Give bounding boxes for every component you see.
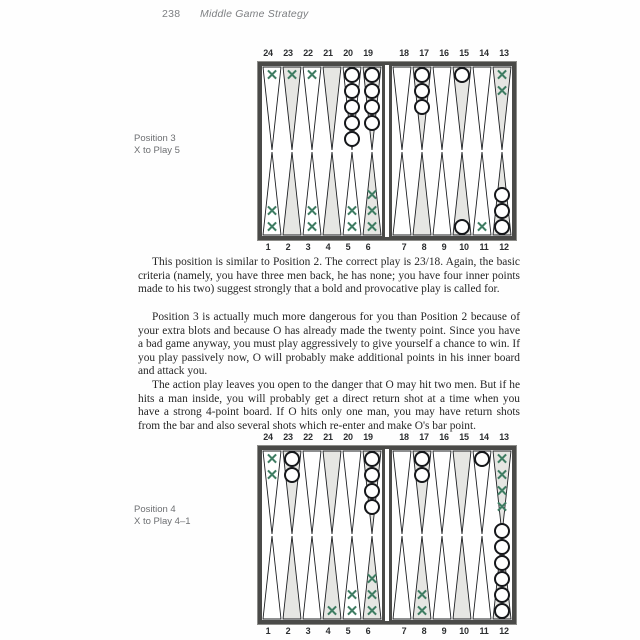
checker-stack	[492, 451, 512, 515]
quadrant-top-right	[392, 66, 512, 151]
point-18[interactable]	[392, 66, 412, 151]
point-1[interactable]	[262, 151, 282, 236]
x-checker: ✕	[345, 218, 359, 236]
point-number-10: 10	[459, 626, 469, 636]
quadrant-top-left	[262, 450, 382, 535]
point-8[interactable]	[412, 535, 432, 620]
caption-line-1: Position 4	[134, 504, 176, 515]
point-number-8: 8	[421, 242, 427, 252]
x-checker: ✕	[495, 498, 509, 516]
o-checker	[494, 555, 510, 571]
point-number-15: 15	[459, 432, 469, 442]
x-checker: ✕	[265, 450, 279, 468]
checker-stack	[472, 451, 492, 467]
o-checker	[414, 83, 430, 99]
point-10[interactable]	[452, 535, 472, 620]
point-18[interactable]	[392, 450, 412, 535]
x-checker: ✕	[285, 66, 299, 84]
point-number-22: 22	[303, 432, 313, 442]
point-5[interactable]	[342, 151, 362, 236]
point-20[interactable]	[342, 66, 362, 151]
quadrant-top-left	[262, 66, 382, 151]
point-number-5: 5	[345, 242, 351, 252]
point-2[interactable]	[282, 535, 302, 620]
o-checker	[454, 219, 470, 235]
point-number-14: 14	[479, 48, 489, 58]
checker-stack	[362, 187, 382, 235]
checker-stack	[302, 67, 322, 83]
point-16[interactable]	[432, 66, 452, 151]
point-number-18: 18	[399, 432, 409, 442]
o-checker	[494, 539, 510, 555]
x-checker: ✕	[345, 586, 359, 604]
point-number-7: 7	[401, 626, 407, 636]
o-checker	[454, 67, 470, 83]
o-checker	[494, 587, 510, 603]
checker-stack	[262, 451, 282, 483]
x-checker: ✕	[265, 202, 279, 220]
point-number-3: 3	[305, 242, 311, 252]
point-number-21: 21	[323, 432, 333, 442]
top-point-numbers	[258, 432, 516, 446]
point-number-7: 7	[401, 242, 407, 252]
point-6[interactable]	[362, 535, 382, 620]
o-checker	[364, 451, 380, 467]
point-7[interactable]	[392, 151, 412, 236]
checker-stack	[452, 219, 472, 235]
top-point-numbers	[258, 48, 516, 62]
checker-stack	[342, 67, 362, 147]
body-paragraph-1	[138, 256, 520, 297]
figure-caption-position-4	[134, 504, 254, 528]
point-14[interactable]	[472, 66, 492, 151]
x-checker: ✕	[325, 602, 339, 620]
point-14[interactable]	[472, 450, 492, 535]
point-5[interactable]	[342, 535, 362, 620]
quadrant-bottom-right	[392, 151, 512, 236]
checker-stack	[262, 67, 282, 83]
point-number-15: 15	[459, 48, 469, 58]
checker-stack	[282, 67, 302, 83]
point-number-13: 13	[499, 432, 509, 442]
o-checker	[284, 451, 300, 467]
x-checker: ✕	[345, 602, 359, 620]
x-checker: ✕	[495, 450, 509, 468]
x-checker: ✕	[365, 602, 379, 620]
point-17[interactable]	[412, 450, 432, 535]
point-number-9: 9	[441, 242, 447, 252]
o-checker	[344, 83, 360, 99]
point-number-23: 23	[283, 432, 293, 442]
point-9[interactable]	[432, 535, 452, 620]
point-number-5: 5	[345, 626, 351, 636]
x-checker: ✕	[305, 202, 319, 220]
point-number-8: 8	[421, 626, 427, 636]
point-number-2: 2	[285, 626, 291, 636]
o-checker	[474, 451, 490, 467]
o-checker	[344, 115, 360, 131]
o-checker	[414, 451, 430, 467]
checker-stack	[412, 587, 432, 619]
point-number-21: 21	[323, 48, 333, 58]
point-number-24: 24	[263, 48, 273, 58]
point-4[interactable]	[322, 535, 342, 620]
x-checker: ✕	[495, 82, 509, 100]
point-number-12: 12	[499, 242, 509, 252]
o-checker	[414, 467, 430, 483]
point-10[interactable]	[452, 151, 472, 236]
point-3[interactable]	[302, 151, 322, 236]
figure-caption-position-3	[134, 133, 254, 157]
checker-stack	[362, 67, 382, 131]
point-7[interactable]	[392, 535, 412, 620]
point-22[interactable]	[302, 450, 322, 535]
o-checker	[364, 467, 380, 483]
point-number-10: 10	[459, 242, 469, 252]
o-checker	[494, 219, 510, 235]
x-checker: ✕	[415, 586, 429, 604]
o-checker	[494, 603, 510, 619]
point-22[interactable]	[302, 66, 322, 151]
point-19[interactable]	[362, 66, 382, 151]
o-checker	[414, 67, 430, 83]
o-checker	[364, 499, 380, 515]
point-12[interactable]	[492, 151, 512, 236]
o-checker	[344, 99, 360, 115]
point-12[interactable]	[492, 535, 512, 620]
running-head	[0, 8, 640, 24]
x-checker: ✕	[265, 218, 279, 236]
point-number-24: 24	[263, 432, 273, 442]
x-checker: ✕	[305, 218, 319, 236]
o-checker	[494, 187, 510, 203]
board-frame	[258, 62, 516, 240]
point-17[interactable]	[412, 66, 432, 151]
point-21[interactable]	[322, 66, 342, 151]
x-checker: ✕	[475, 218, 489, 236]
point-number-1: 1	[265, 242, 271, 252]
point-2[interactable]	[282, 151, 302, 236]
o-checker	[414, 99, 430, 115]
bottom-point-numbers	[258, 626, 516, 640]
point-number-11: 11	[479, 626, 489, 636]
checker-stack	[282, 451, 302, 483]
paragraph-text: This position is similar to Position 2. The correct play is 23/18. Again, the basic criteria (namely, you have three men back, he has none; you have four inner points made to his two) suggest strongly that a bold and provocative play is called for.	[138, 256, 520, 296]
point-23[interactable]	[282, 450, 302, 535]
point-number-11: 11	[479, 242, 489, 252]
checker-stack	[472, 219, 492, 235]
o-checker	[494, 571, 510, 587]
x-checker: ✕	[415, 602, 429, 620]
checker-stack	[342, 587, 362, 619]
point-number-18: 18	[399, 48, 409, 58]
caption-line-1: Position 3	[134, 133, 176, 144]
point-6[interactable]	[362, 151, 382, 236]
body-paragraph-2	[138, 311, 520, 379]
point-21[interactable]	[322, 450, 342, 535]
x-checker: ✕	[495, 466, 509, 484]
point-number-1: 1	[265, 626, 271, 636]
point-number-4: 4	[325, 626, 331, 636]
x-checker: ✕	[365, 586, 379, 604]
o-checker	[494, 523, 510, 539]
backgammon-board-position-4	[258, 432, 516, 640]
point-4[interactable]	[322, 151, 342, 236]
point-3[interactable]	[302, 535, 322, 620]
board-frame	[258, 446, 516, 624]
x-checker: ✕	[495, 66, 509, 84]
checker-stack	[492, 523, 512, 619]
point-number-6: 6	[365, 242, 371, 252]
x-checker: ✕	[265, 66, 279, 84]
checker-stack	[342, 203, 362, 235]
x-checker: ✕	[365, 202, 379, 220]
point-23[interactable]	[282, 66, 302, 151]
x-checker: ✕	[345, 202, 359, 220]
point-19[interactable]	[362, 450, 382, 535]
point-11[interactable]	[472, 535, 492, 620]
x-checker: ✕	[365, 218, 379, 236]
o-checker	[344, 131, 360, 147]
point-number-17: 17	[419, 48, 429, 58]
x-checker: ✕	[305, 66, 319, 84]
board-bar	[382, 65, 392, 237]
checker-stack	[492, 187, 512, 235]
o-checker	[344, 67, 360, 83]
caption-line-2: X to Play 4–1	[134, 516, 191, 527]
o-checker	[364, 483, 380, 499]
point-16[interactable]	[432, 450, 452, 535]
checker-stack	[322, 603, 342, 619]
x-checker: ✕	[495, 482, 509, 500]
point-13[interactable]	[492, 66, 512, 151]
checker-stack	[362, 451, 382, 515]
quadrant-bottom-left	[262, 151, 382, 236]
backgammon-board-position-3	[258, 48, 516, 256]
x-checker: ✕	[365, 186, 379, 204]
x-checker: ✕	[265, 466, 279, 484]
quadrant-bottom-left	[262, 535, 382, 620]
point-number-20: 20	[343, 432, 353, 442]
o-checker	[494, 203, 510, 219]
point-number-19: 19	[363, 432, 373, 442]
checker-stack	[412, 451, 432, 483]
point-11[interactable]	[472, 151, 492, 236]
point-1[interactable]	[262, 535, 282, 620]
checker-stack	[362, 571, 382, 619]
board-bar	[382, 449, 392, 621]
bottom-point-numbers	[258, 242, 516, 256]
point-number-6: 6	[365, 626, 371, 636]
paragraph-text: Position 3 is actually much more dangerous for you than Position 2 because of your extra blots and because O has already made the twenty point. Since you have a bad game anyway, you must play aggressively to give yourself a chance to win. If you play passively now, O will probably make additional points in his inner board and attack you.	[138, 311, 520, 378]
checker-stack	[452, 67, 472, 83]
running-title: Middle Game Strategy	[200, 8, 309, 20]
point-number-9: 9	[441, 626, 447, 636]
point-20[interactable]	[342, 450, 362, 535]
point-number-22: 22	[303, 48, 313, 58]
quadrant-bottom-right	[392, 535, 512, 620]
x-checker: ✕	[365, 570, 379, 588]
point-24[interactable]	[262, 450, 282, 535]
o-checker	[364, 99, 380, 115]
point-number-17: 17	[419, 432, 429, 442]
point-number-2: 2	[285, 242, 291, 252]
point-number-12: 12	[499, 626, 509, 636]
point-number-16: 16	[439, 48, 449, 58]
body-paragraph-3	[138, 379, 520, 433]
point-number-19: 19	[363, 48, 373, 58]
point-number-13: 13	[499, 48, 509, 58]
checker-stack	[262, 203, 282, 235]
o-checker	[284, 467, 300, 483]
o-checker	[364, 67, 380, 83]
checker-stack	[302, 203, 322, 235]
caption-line-2: X to Play 5	[134, 145, 180, 156]
point-number-16: 16	[439, 432, 449, 442]
point-9[interactable]	[432, 151, 452, 236]
checker-stack	[412, 67, 432, 115]
point-number-23: 23	[283, 48, 293, 58]
page-number: 238	[162, 8, 181, 20]
point-8[interactable]	[412, 151, 432, 236]
point-number-4: 4	[325, 242, 331, 252]
paragraph-text: The action play leaves you open to the danger that O may hit two men. But if he hits a man inside, you will probably get a direct return shot at a time when you have a strong 4-point board. If O hits only one man, you may have return shots from the bar and also several shots which re-enter and make O's bar point.	[138, 379, 520, 432]
point-15[interactable]	[452, 450, 472, 535]
point-number-3: 3	[305, 626, 311, 636]
o-checker	[364, 115, 380, 131]
point-number-14: 14	[479, 432, 489, 442]
point-number-20: 20	[343, 48, 353, 58]
point-15[interactable]	[452, 66, 472, 151]
checker-stack	[492, 67, 512, 99]
point-24[interactable]	[262, 66, 282, 151]
o-checker	[364, 83, 380, 99]
